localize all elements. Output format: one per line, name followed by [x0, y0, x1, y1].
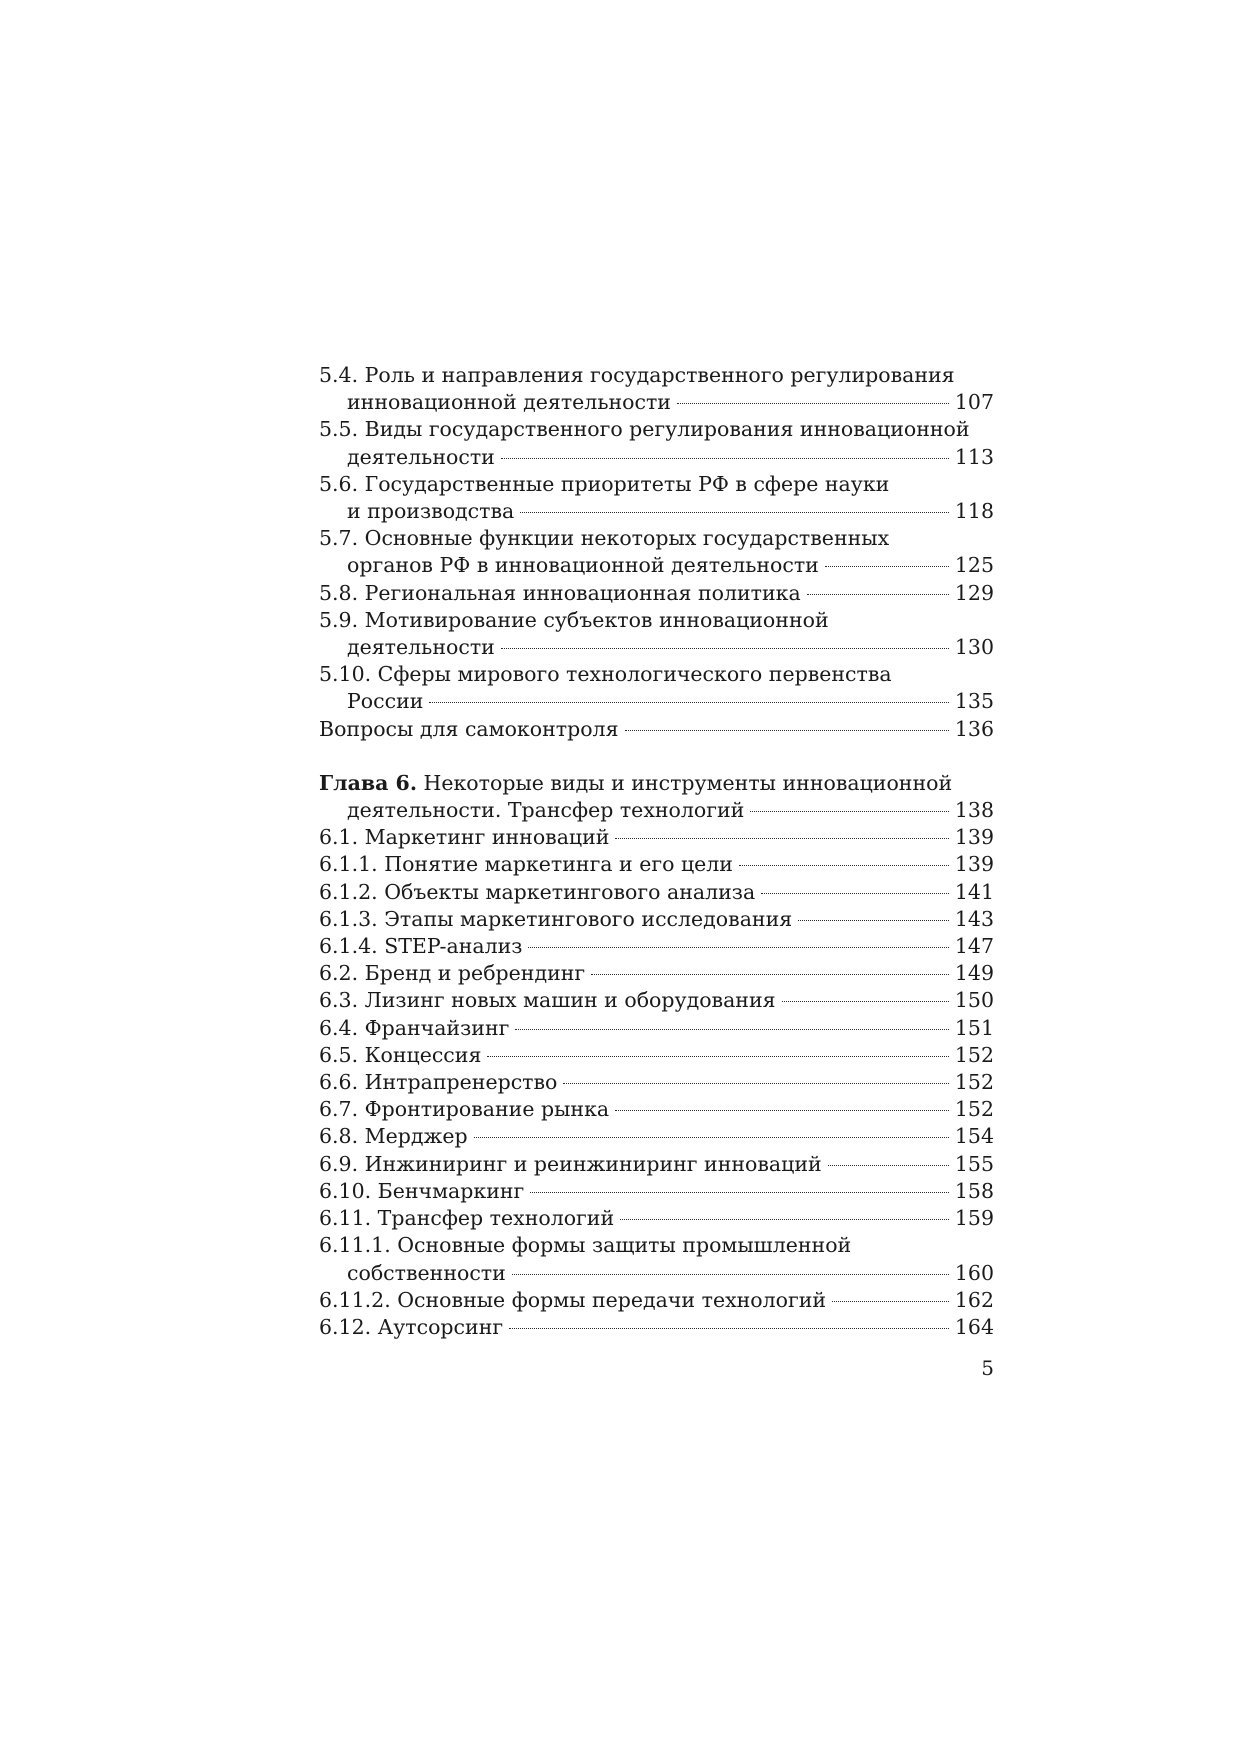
toc-entry-title: 6.3. Лизинг новых машин и оборудования [319, 988, 776, 1013]
toc-entry-title-line1: 5.4. Роль и направления государственного регулирования [319, 363, 955, 387]
toc-entry-title: 6.10. Бенчмаркинг [319, 1178, 525, 1203]
toc-entry-title: и производства [347, 499, 515, 524]
toc-entry-title: 6.1.1. Понятие маркетинга и его цели [319, 852, 733, 877]
toc-entry[interactable] [319, 1178, 994, 1205]
toc-page-number: 152 [954, 1042, 994, 1067]
toc-entry-title: деятельности [347, 635, 495, 660]
toc-entry-title: деятельности [347, 444, 495, 469]
dot-leader [828, 1165, 949, 1166]
toc-entry-title: 6.4. Франчайзинг [319, 1015, 510, 1040]
toc-page-number: 150 [954, 988, 994, 1013]
dot-leader [782, 1001, 949, 1002]
toc-page-number: 107 [954, 390, 994, 415]
toc-entry-title: деятельности. Трансфер технологий [347, 798, 745, 823]
toc-entry-title-line1: 5.5. Виды государственного регулирования инновационной [319, 417, 970, 442]
dot-leader [474, 1137, 949, 1138]
toc-entry-5-4[interactable] [319, 362, 994, 416]
dot-leader [750, 811, 949, 812]
dot-leader [429, 702, 948, 703]
page-number: 5 [981, 1356, 994, 1380]
toc-page-number: 159 [954, 1206, 994, 1231]
toc-entry-chapter-6[interactable] [319, 770, 994, 824]
toc-entry-title: 6.9. Инжиниринг и реинжиниринг инноваций [319, 1151, 822, 1176]
toc-entry-title: органов РФ в инновационной деятельности [347, 553, 819, 578]
toc-entry-5-7[interactable] [319, 525, 994, 579]
toc-page-number: 164 [954, 1314, 994, 1339]
toc-entry-5-8[interactable] [319, 580, 994, 607]
dot-leader [677, 403, 949, 404]
dot-leader [501, 458, 949, 459]
dot-leader [563, 1083, 948, 1084]
toc-entry-5-9[interactable] [319, 607, 994, 661]
toc-page-number: 155 [954, 1151, 994, 1176]
toc-page-number: 143 [954, 906, 994, 931]
toc-page-number: 141 [954, 879, 994, 904]
toc-entry-title: инновационной деятельности [347, 390, 671, 415]
dot-leader [487, 1056, 948, 1057]
dot-leader [620, 1219, 949, 1220]
toc-entry[interactable] [319, 1042, 994, 1069]
toc-entry-5-5[interactable] [319, 416, 994, 470]
toc-entry-title: Вопросы для самоконтроля [319, 716, 619, 741]
toc-page-number: 139 [954, 825, 994, 850]
toc-entry[interactable] [319, 1123, 994, 1150]
toc-entry-title-line1: 5.10. Сферы мирового технологического первенства [319, 662, 892, 687]
dot-leader [501, 648, 949, 649]
dot-leader [615, 1110, 949, 1111]
dot-leader [512, 1274, 949, 1275]
dot-leader [761, 893, 949, 894]
chapter-label: Глава 6. [319, 770, 417, 795]
toc-entry[interactable] [319, 1205, 994, 1232]
toc-page-number: 151 [954, 1015, 994, 1040]
dot-leader [625, 730, 949, 731]
toc-entry[interactable] [319, 1287, 994, 1314]
toc-entry-title: 6.1.3. Этапы маркетингового исследования [319, 906, 793, 931]
dot-leader [509, 1328, 949, 1329]
toc-entry[interactable] [319, 987, 994, 1014]
toc-entry-title: России [347, 689, 424, 714]
toc-entry-questions[interactable] [319, 716, 994, 743]
dot-leader [825, 566, 949, 567]
dot-leader [530, 1192, 949, 1193]
toc-page-number: 113 [954, 444, 994, 469]
toc-entry[interactable] [319, 851, 994, 878]
dot-leader [615, 838, 948, 839]
toc-page-number: 152 [954, 1070, 994, 1095]
toc-entry[interactable] [319, 960, 994, 987]
toc-page-number: 138 [954, 798, 994, 823]
dot-leader [807, 594, 949, 595]
toc-entry-title-line1: 5.6. Государственные приоритеты РФ в сфере науки [319, 471, 890, 496]
toc-page-number: 139 [954, 852, 994, 877]
toc-entry-title: 6.12. Аутсорсинг [319, 1314, 504, 1339]
table-of-contents [319, 362, 994, 1341]
toc-entry-title: 6.11.2. Основные формы передачи технологий [319, 1287, 827, 1312]
toc-entry-5-6[interactable] [319, 471, 994, 525]
toc-entry[interactable] [319, 879, 994, 906]
toc-page-number: 129 [954, 580, 994, 605]
dot-leader [739, 865, 949, 866]
toc-page-number: 130 [954, 635, 994, 660]
toc-page-number: 160 [954, 1260, 994, 1285]
toc-entry-title: 6.1.2. Объекты маркетингового анализа [319, 879, 756, 904]
dot-leader [515, 1029, 949, 1030]
toc-page-number: 158 [954, 1178, 994, 1203]
toc-entry-title-line1: 5.7. Основные функции некоторых государственных [319, 526, 890, 551]
toc-entry[interactable] [319, 1151, 994, 1178]
toc-entry[interactable] [319, 1096, 994, 1123]
toc-entry[interactable] [319, 1069, 994, 1096]
toc-entry[interactable] [319, 1314, 994, 1341]
toc-entry[interactable] [319, 824, 994, 851]
toc-entry-title: 6.1. Маркетинг инноваций [319, 825, 610, 850]
toc-entry-title-line1: 6.11.1. Основные формы защиты промышленной [319, 1233, 852, 1258]
dot-leader [832, 1301, 949, 1302]
toc-entry-title: 6.2. Бренд и ребрендинг [319, 961, 586, 986]
chapter-spacer [319, 743, 994, 770]
toc-entry[interactable] [319, 1015, 994, 1042]
toc-page-number: 136 [954, 716, 994, 741]
toc-entry-5-10[interactable] [319, 661, 994, 715]
toc-entry[interactable] [319, 906, 994, 933]
chapter-title-line1: Некоторые виды и инструменты инновационной [416, 770, 953, 795]
toc-entry-title-line1: 5.9. Мотивирование субъектов инновационной [319, 607, 829, 632]
toc-entry-title: 6.7. Фронтирование рынка [319, 1097, 610, 1122]
toc-page-number: 149 [954, 961, 994, 986]
toc-entry-title: 5.8. Региональная инновационная политика [319, 580, 801, 605]
toc-page-number: 135 [954, 689, 994, 714]
toc-entry[interactable] [319, 933, 994, 960]
toc-page-number: 152 [954, 1097, 994, 1122]
dot-leader [520, 512, 949, 513]
toc-page-number: 147 [954, 934, 994, 959]
toc-page-number: 162 [954, 1287, 994, 1312]
toc-entry-title: 6.11. Трансфер технологий [319, 1206, 615, 1231]
toc-entry-title: 6.6. Интрапренерство [319, 1070, 558, 1095]
toc-page-number: 154 [954, 1124, 994, 1149]
toc-page-number: 125 [954, 553, 994, 578]
toc-entry-title: 6.8. Мерджер [319, 1124, 468, 1149]
toc-entry-title: собственности [347, 1260, 506, 1285]
toc-page-number: 118 [954, 499, 994, 524]
toc-entry-title: 6.1.4. STEP-анализ [319, 934, 523, 959]
toc-entry-title: 6.5. Концессия [319, 1042, 482, 1067]
dot-leader [591, 974, 949, 975]
dot-leader [528, 947, 948, 948]
dot-leader [798, 920, 949, 921]
toc-entry[interactable] [319, 1232, 994, 1286]
